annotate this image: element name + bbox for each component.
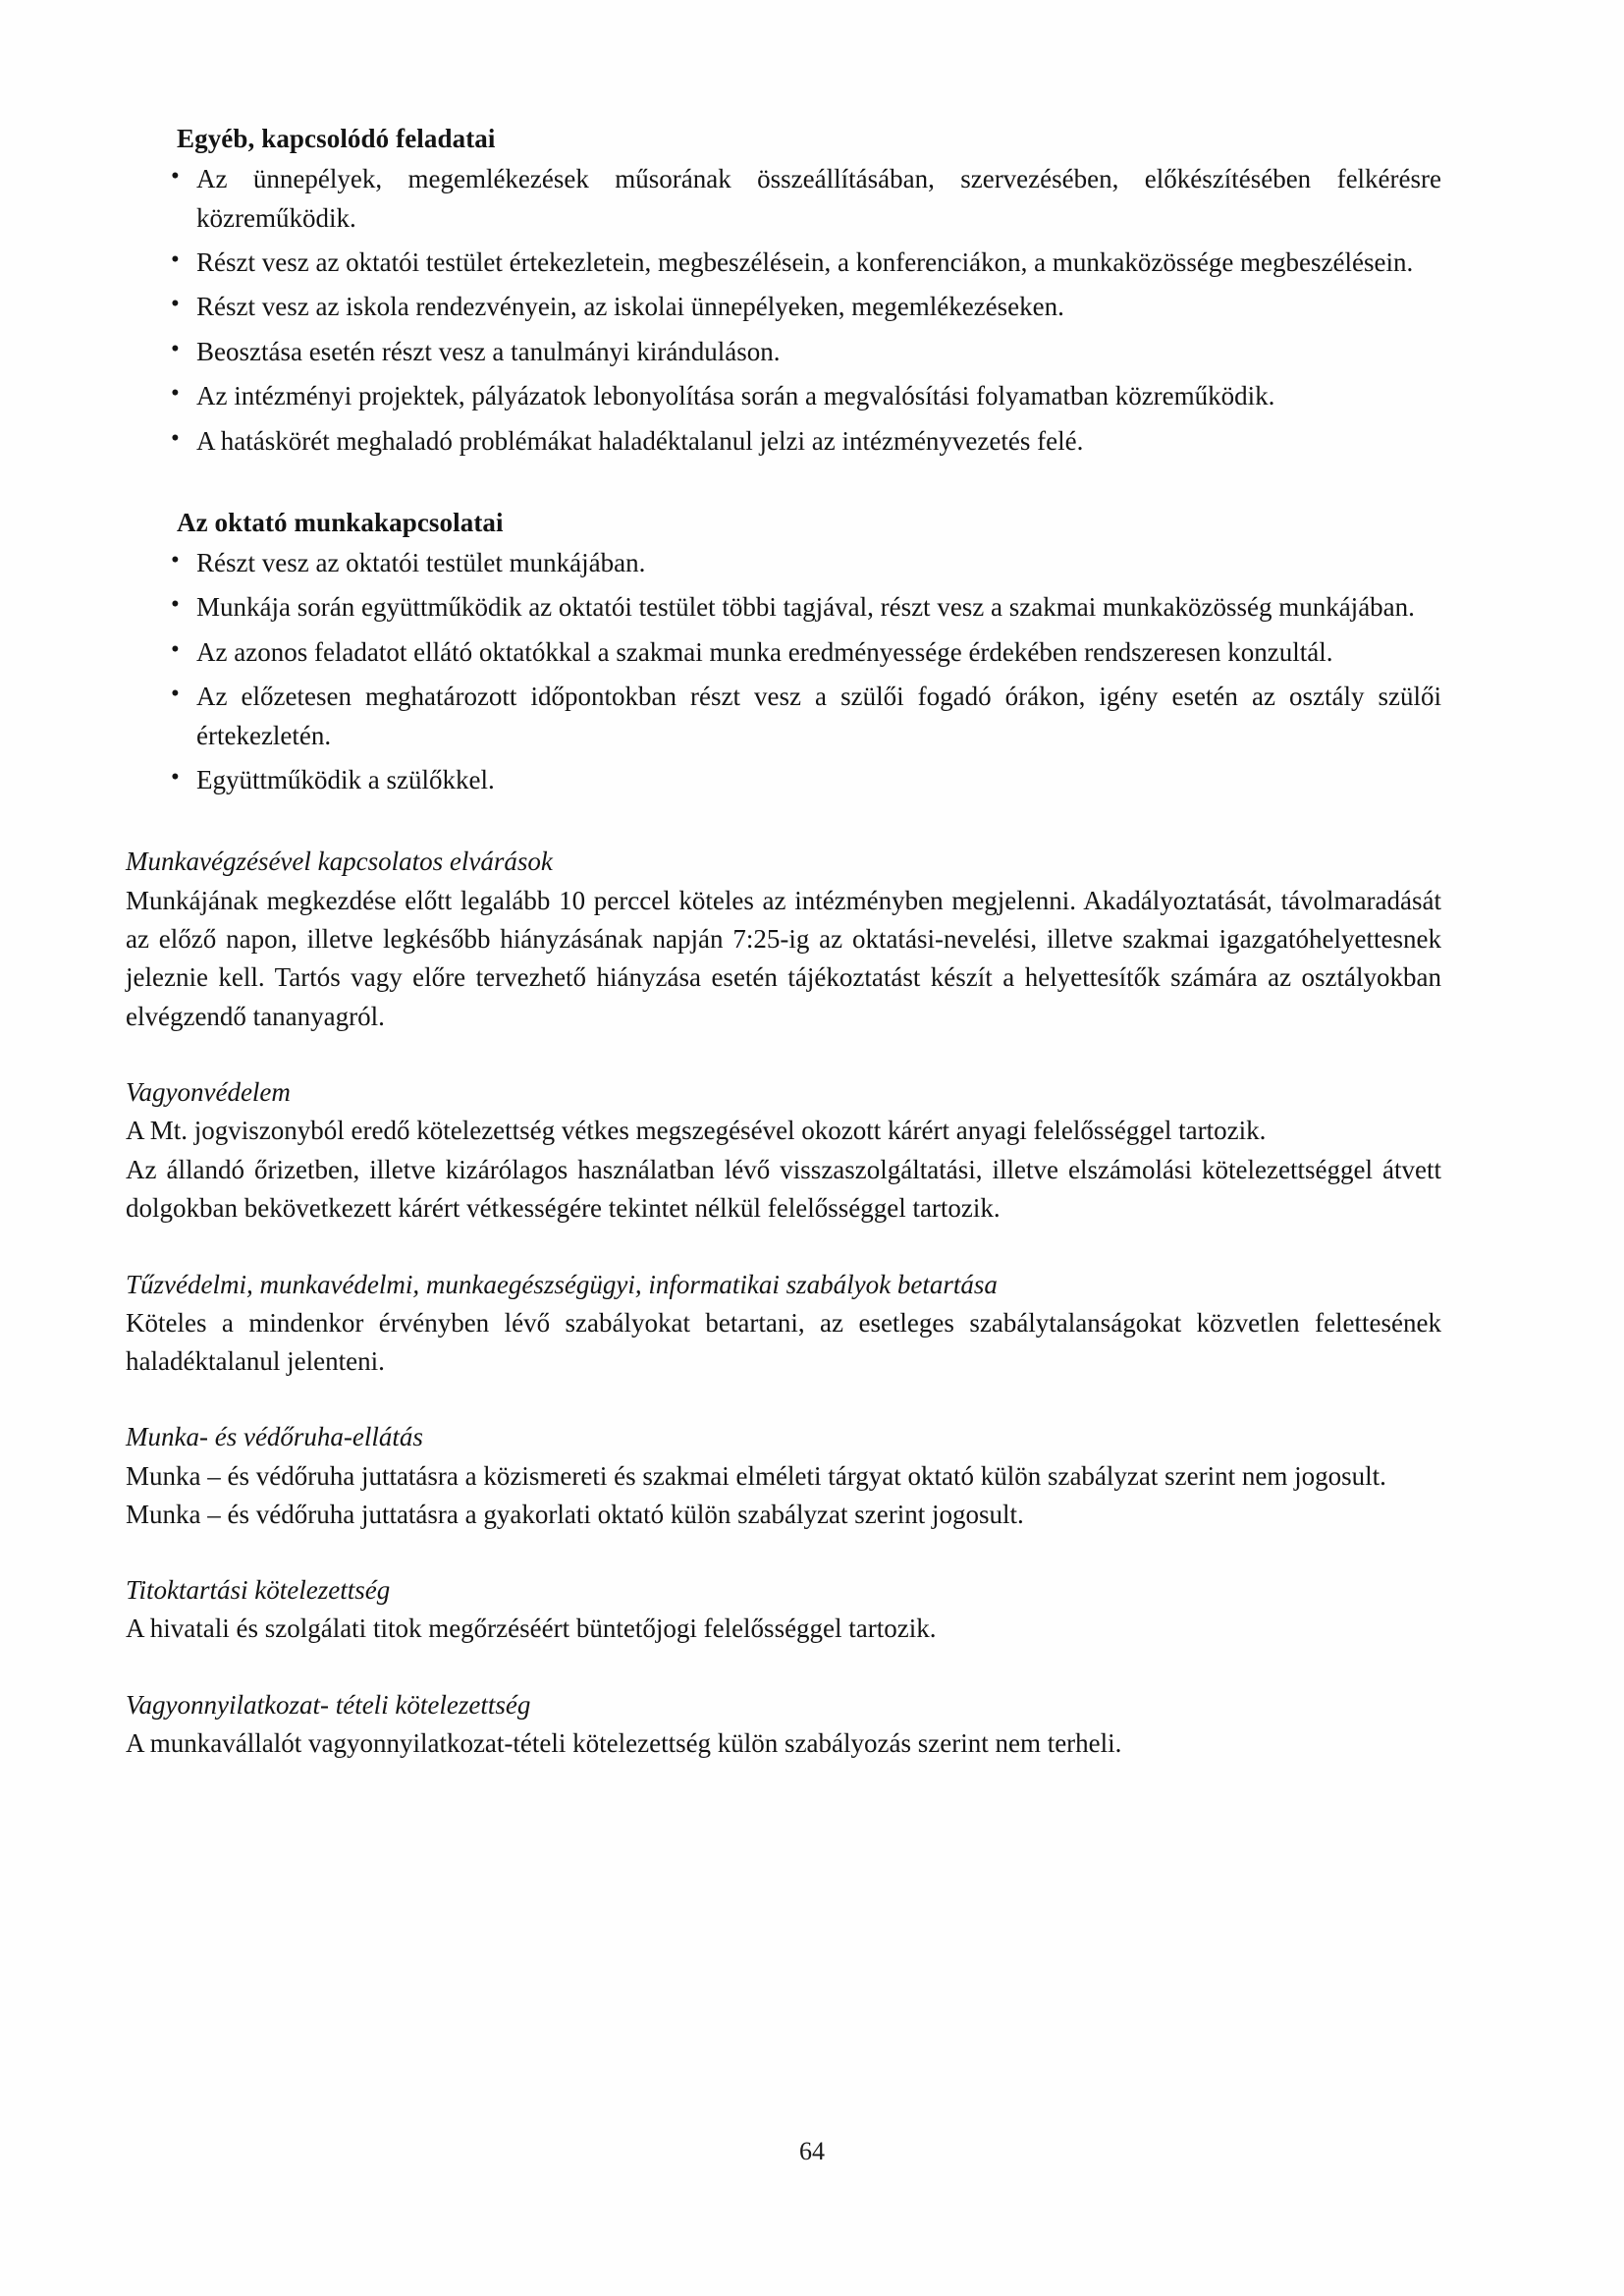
- paragraph: A munkavállalót vagyonnyilatkozat-tételi kötelezettség külön szabályozás szerint nem terheli.: [126, 1727, 1122, 1758]
- list-item: • A hatáskörét meghaladó problémákat haladéktalanul jelzi az intézményvezetés felé.: [126, 422, 1441, 461]
- section-heading: Titoktartási kötelezettség: [126, 1575, 391, 1606]
- section-heading: Munka- és védőruha-ellátás: [126, 1422, 423, 1452]
- section-spacer: [126, 1381, 1441, 1420]
- bullet-list: [126, 544, 1441, 799]
- section-munka-es-vedoruha-ellatas: [126, 1420, 1441, 1534]
- section-titoktartasi-kotelezettseg: [126, 1573, 1441, 1649]
- section-heading: Egyéb, kapcsolódó feladatai: [177, 124, 496, 153]
- list-item: • Az azonos feladatot ellátó oktatókkal a szakmai munka eredményessége érdekében rendszeresen konzultál.: [126, 633, 1441, 672]
- section-munkavegzesevel-kapcsolatos-elvarasok: [126, 845, 1441, 1036]
- section-vagyonvedelem: [126, 1075, 1441, 1228]
- section-heading: Vagyonnyilatkozat- tételi kötelezettség: [126, 1689, 531, 1720]
- paragraph: A Mt. jogviszonyból eredő kötelezettség vétkes megszegésével okozott kárért anyagi felelősséggel tartozik.: [126, 1116, 1267, 1146]
- section-spacer: [126, 1229, 1441, 1268]
- section-spacer: [126, 1036, 1441, 1075]
- list-item: • Együttműködik a szülőkkel.: [126, 761, 1441, 799]
- list-item: • Részt vesz az iskola rendezvényein, az iskolai ünnepélyeken, megemlékezéseken.: [126, 288, 1441, 326]
- section-heading: Tűzvédelmi, munkavédelmi, munkaegészségügyi, informatikai szabályok betartása: [126, 1269, 998, 1299]
- paragraph: Köteles a mindenkor érvényben lévő szabályokat betartani, az esetleges szabálytalanságokat közvetlen felettesének haladéktalanul jelenteni.: [126, 1307, 1441, 1376]
- list-item: • Részt vesz az oktatói testület értekezletein, megbeszélésein, a konferenciákon, a munkaközössége megbeszélésein.: [126, 244, 1441, 282]
- bullet-list: [126, 160, 1441, 461]
- section-spacer: [126, 466, 1441, 506]
- section-spacer: [126, 805, 1441, 845]
- section-heading: Vagyonvédelem: [126, 1077, 291, 1108]
- list-item: • Az előzetesen meghatározott időpontokban részt vesz a szülői fogadó órákon, igény esetén az osztály szülői értekezletén.: [126, 678, 1441, 755]
- paragraph: Munka – és védőruha juttatásra a gyakorlati oktató külön szabályzat szerint jogosult.: [126, 1499, 1024, 1529]
- section-tuzvedelmi-szabalyok: [126, 1268, 1441, 1382]
- section-heading: Munkavégzésével kapcsolatos elvárások: [126, 847, 553, 877]
- paragraph: Az állandó őrizetben, illetve kizárólagos használatban lévő visszaszolgáltatási, illetve elszámolási kötelezettséggel átvett dolgokban bekövetkezett kárért vétkességére tekintet nélkül felelősséggel tartozik.: [126, 1154, 1441, 1224]
- section-heading: Az oktató munkakapcsolatai: [177, 507, 504, 537]
- section-vagyonnyilatkozat-teteli-kotelezettseg: [126, 1688, 1441, 1764]
- section-spacer: [126, 1649, 1441, 1688]
- section-spacer: [126, 1534, 1441, 1573]
- list-item: • Az intézményi projektek, pályázatok lebonyolítása során a megvalósítási folyamatban közreműködik.: [126, 377, 1441, 415]
- paragraph: Munkájának megkezdése előtt legalább 10 perccel köteles az intézményben megjelenni. Akadályoztatását, távolmaradását az előző napon, illetve legkésőbb hiányzásának napján 7:25-ig az oktatási-nevelési, illetve szakmai igazgatóhelyettesnek jeleznie kell. Tartós vagy előre tervezhető hiányzása esetén tájékoztatást készít a helyettesítők számára az osztályokban elvégzendő tananyagról.: [126, 885, 1441, 1031]
- section-az-oktato-munkakapcsolatai: [126, 506, 1441, 800]
- paragraph: Munka – és védőruha juttatásra a közismereti és szakmai elméleti tárgyat oktató külön szabályzat szerint nem jogosult.: [126, 1460, 1386, 1491]
- section-egyeb-kapcsolodo-feladatai: [126, 122, 1441, 461]
- paragraph: A hivatali és szolgálati titok megőrzéséért büntetőjogi felelősséggel tartozik.: [126, 1613, 937, 1644]
- list-item: • Az ünnepélyek, megemlékezések műsorának összeállításában, szervezésében, előkészítésében felkérésre közreműködik.: [126, 160, 1441, 238]
- list-item: • Beosztása esetén részt vesz a tanulmányi kiránduláson.: [126, 333, 1441, 371]
- list-item: • Részt vesz az oktatói testület munkájában.: [126, 544, 1441, 582]
- list-item: • Munkája során együttműködik az oktatói testület többi tagjával, részt vesz a szakmai munkaközösség munkájában.: [126, 588, 1441, 627]
- page-number: 64: [799, 2137, 825, 2165]
- page-content: [126, 122, 1441, 1763]
